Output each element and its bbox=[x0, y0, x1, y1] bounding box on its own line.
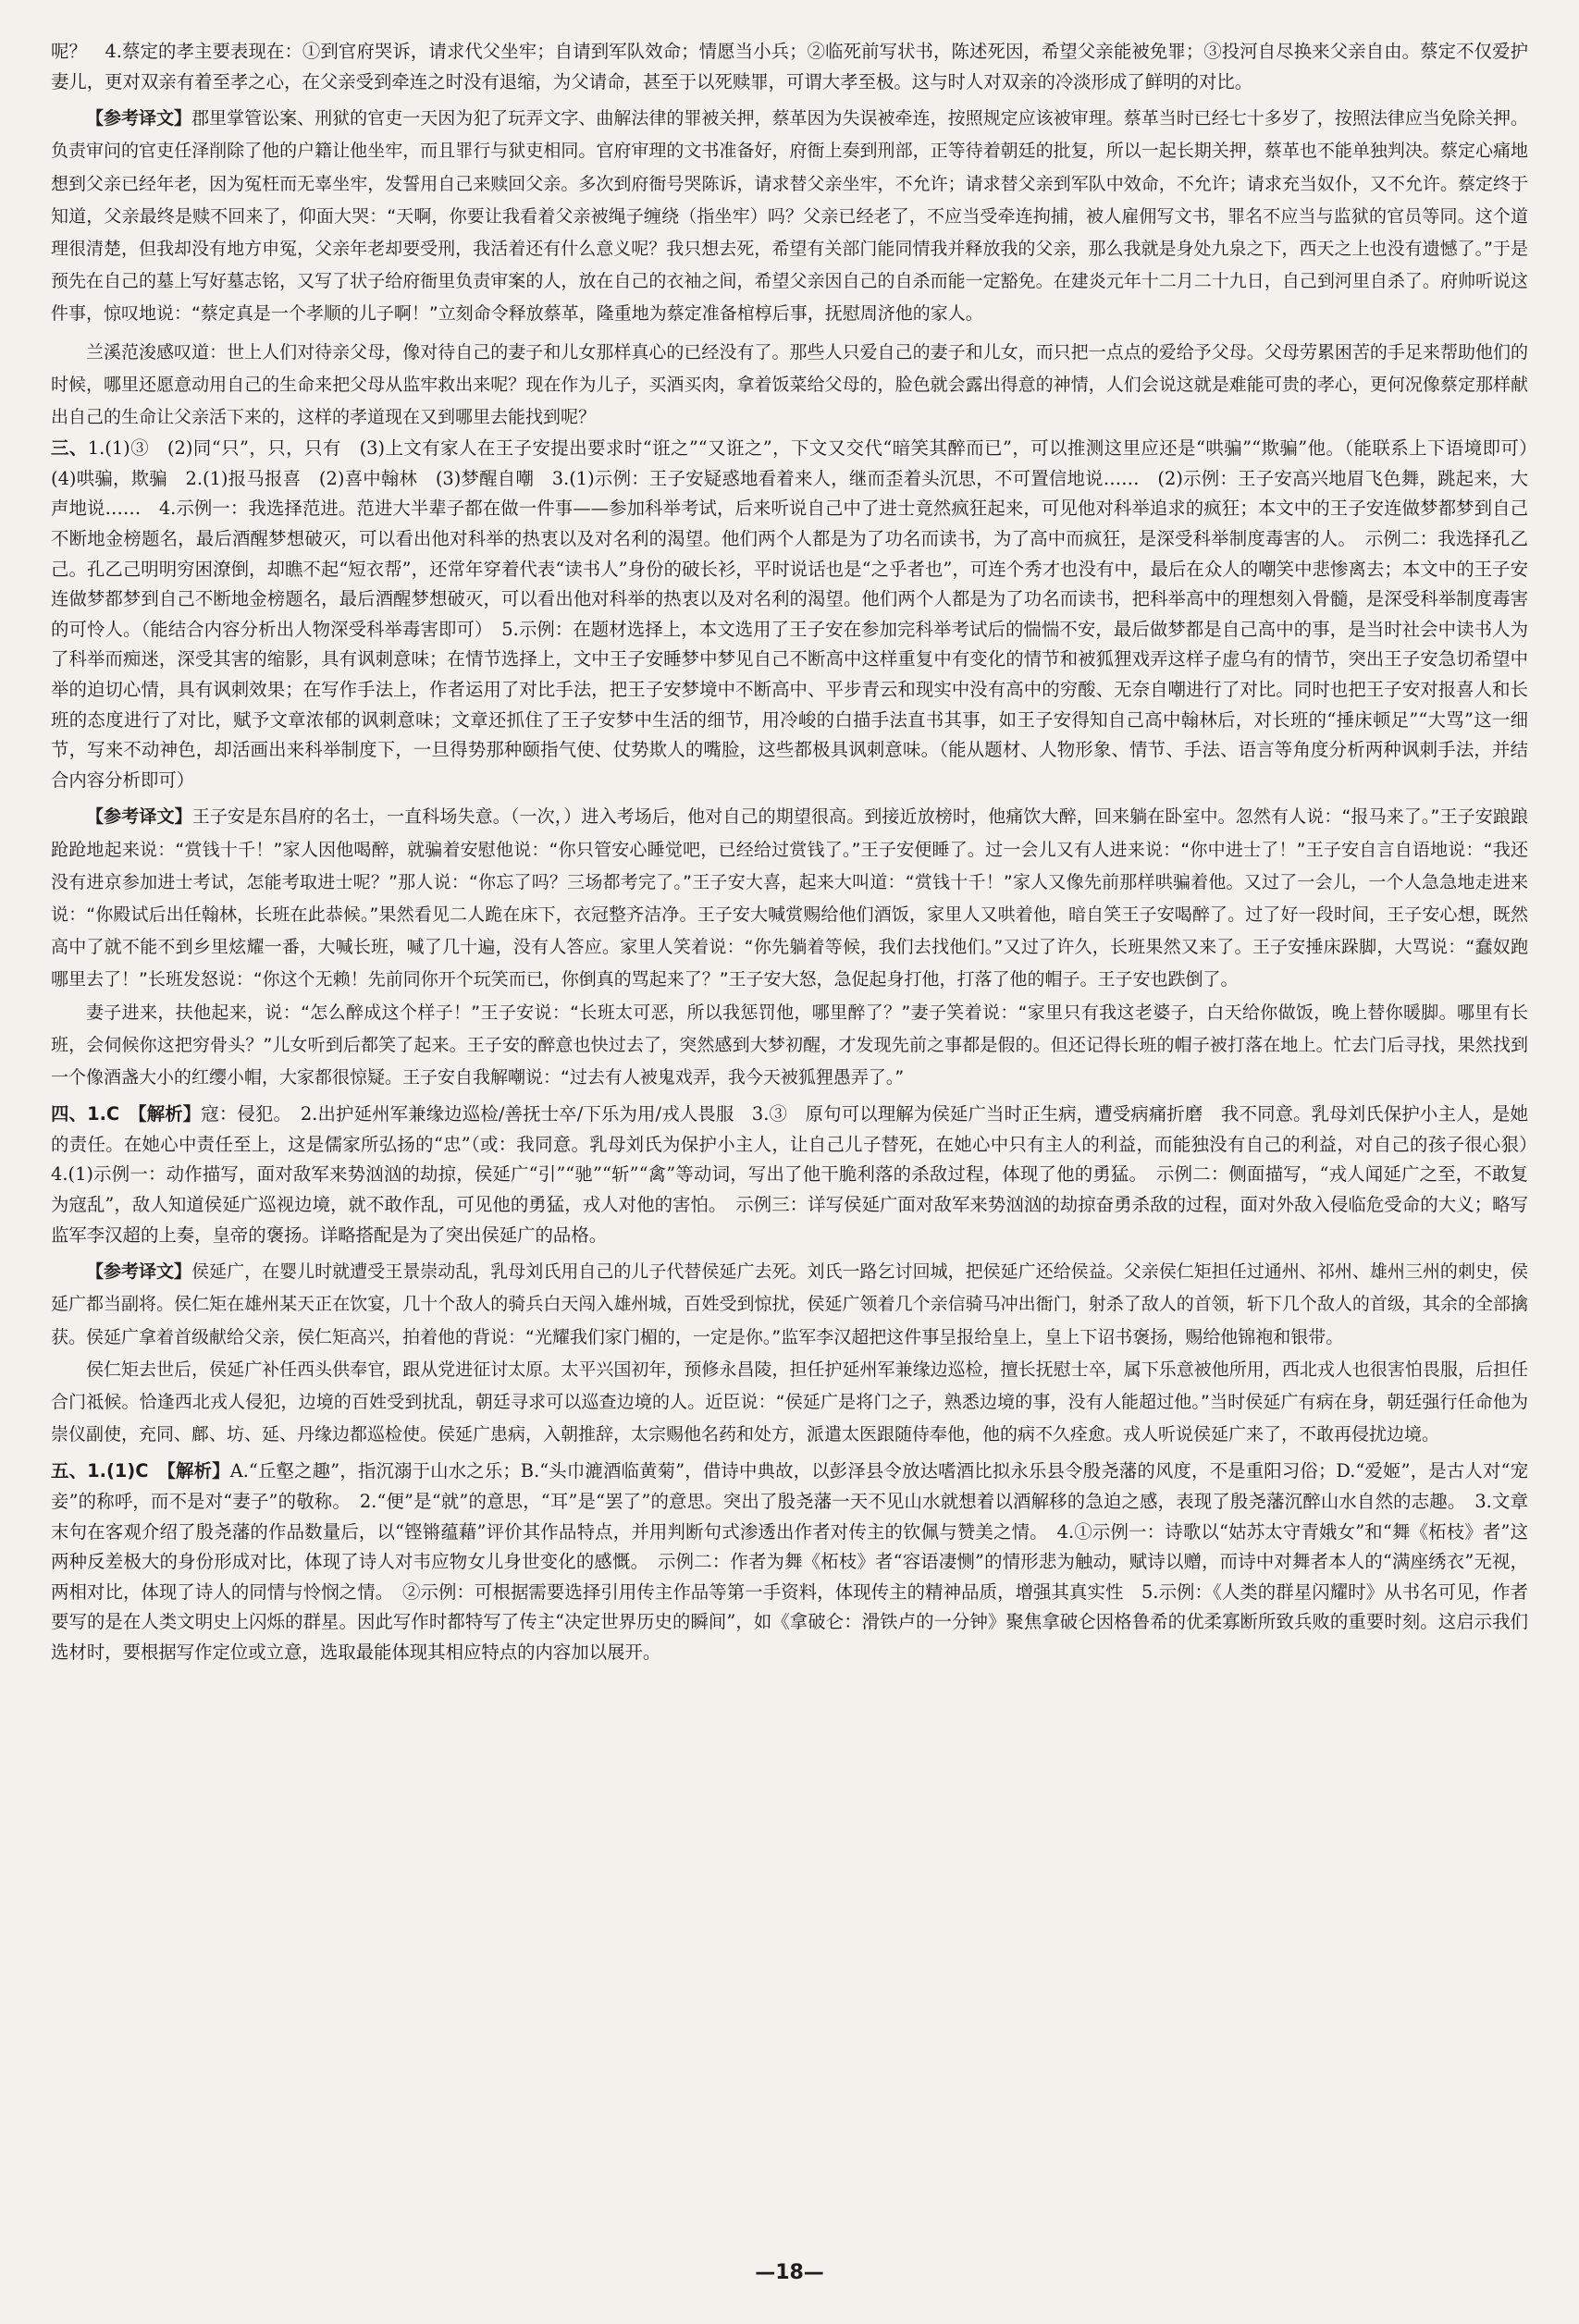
translation-continued: 侯仁矩去世后，侯延广补任西头供奉官，跟从党进征讨太原。太平兴国初年，预修永昌陵，担任护延州军兼缘边巡检，擅长抚慰士卒，属下乐意被他所用，西北戎人也很害怕畏服，后担任合门祗候。恰逢西北戎人侵犯，边境的百姓受到扰乱，朝廷寻求可以巡查边境的人。近臣说：“侯延广是将门之子，熟悉边境的事，没有人能超过他。”当时侯延广有病在身，朝廷强行任命他为崇仪副使，充同、鄜、坊、延、丹缘边都巡检使。侯延广患病，入朝推辞，太宗赐他名药和处方，派遣太医跟随侍奉他，他的病不久痊愈。戎人听说侯延广来了，不敢再侵扰边境。 bbox=[51, 1359, 1528, 1445]
section-5-analysis-label: 【解析】 bbox=[167, 1460, 230, 1482]
translation-block bbox=[51, 801, 1528, 996]
answer-block-q2-4: 呢？ 4.蔡定的孝主要表现在：①到官府哭诉，请求代父坐牢；自请到军队效命；情愿当小兵；②临死前写状书，陈述死因，希望父亲能被免罪；③投河自尽换来父亲自由。蔡定不仅爱护妻儿，更对双亲有着至孝之心，在父亲受到牵连之时没有退缩，为父请命，甚至于以死赎罪，可谓大孝至极。这与时人对双亲的冷淡形成了鲜明的对比。 bbox=[51, 41, 1528, 92]
translation-heading: 【参考译文】 bbox=[86, 108, 192, 129]
translation-text: 郡里掌管讼案、刑狱的官吏一天因为犯了玩弄文字、曲解法律的罪被关押，蔡革因为失误被牵连，按照规定应该被审理。蔡革当时已经七十多岁了，按照法律应当免除关押。负责审问的官吏任泽削除了他的户籍让他坐牢，而且罪行与狱吏相同。官府审理的文书准备好，府衙上奏到刑部，正等待着朝廷的批复，所以一起长期关押，蔡革也不能单独判决。蔡定心痛地想到父亲已经年老，因为冤枉而无辜坐牢，发誓用自己来赎回父亲。多次到府衙号哭陈诉，请求替父亲坐牢，不允许；请求替父亲到军队中效命，不允许；请求充当奴仆，又不允许。蔡定终于知道，父亲最终是赎不回来了，仰面大哭：“天啊，你要让我看着父亲被绳子缠绕（指坐牢）吗？父亲已经老了，不应当受牵连拘捕，被人雇佣写文书，罪名不应当与监狱的官员等同。这个道理很清楚，但我却没有地方申冤，父亲年老却要受刑，我活着还有什么意义呢？我只想去死，希望有关部门能同情我并释放我的父亲，那么我就是身处九泉之下，西天之上也没有遗憾了。”于是预先在自己的墓上写好墓志铭，又写了状子给府衙里负责审案的人，放在自己的衣袖之间，希望父亲因自己的自杀而能一定豁免。在建炎元年十二月二十九日，自己到河里自杀了。府帅听说这件事，惊叹地说：“蔡定真是一个孝顺的儿子啊！”立刻命令释放蔡革，隆重地为蔡定准备棺椁后事，抚慰周济他的家人。 bbox=[51, 108, 1528, 325]
section-4-analysis-label: 【解析】 bbox=[137, 1103, 202, 1125]
translation-block bbox=[51, 1256, 1528, 1354]
translation-text: 王子安是东昌府的名士，一直科场失意。（一次，）进入考场后，他对自己的期望很高。到接近放榜时，他痛饮大醉，回来躺在卧室中。忽然有人说：“报马来了。”王子安踉踉跄跄地起来说：“赏钱十千！”家人因他喝醉，就骗着安慰他说：“你只管安心睡觉吧，已经给过赏钱了。”王子安便睡了。过一会儿又有人进来说：“你中进士了！”王子安自言自语地说：“我还没有进京参加进士考试，怎能考取进士呢？”那人说：“你忘了吗？三场都考完了。”王子安大喜，起来大叫道：“赏钱十千！”家人又像先前那样哄骗着他。又过了一会儿，一个人急急地走进来说：“你殿试后出任翰林，长班在此恭候。”果然看见二人跪在床下，衣冠整齐洁净。王子安大喊赏赐给他们酒饭，家里人又哄着他，暗自笑王子安喝醉了。过了好一段时间，王子安心想，既然高中了就不能不到乡里炫耀一番，大喊长班，喊了几十遍，没有人答应。家里人笑着说：“你先躺着等候，我们去找他们。”又过了许久，长班果然又来了。王子安捶床跺脚，大骂说：“蠢奴跑哪里去了！”长班发怒说：“你这个无赖！先前同你开个玩笑而已，你倒真的骂起来了？”王子安大怒，急促起身打他，打落了他的帽子。王子安也跌倒了。 bbox=[51, 806, 1528, 990]
section-3-text: 1.(1)③ (2)同“只”，只，只有 (3)上文有家人在王子安提出要求时“诳之”“又诳之”，下文又交代“暗笑其醉而已”，可以推测这里应还是“哄骗”“欺骗”他。（能联系上下语境即可） (4)哄骗，欺骗 2.(1)报马报喜 (2)喜中翰林 (3)梦醒自嘲 3.(1)示例：王子安疑惑地看着来人，继而歪着头沉思，不可置信地说…… (2)示例：王子安高兴地眉飞色舞，跳起来，大声地说…… 4.示例一：我选择范进。范进大半辈子都在做一件事——参加科举考试，后来听说自己中了进士竟然疯狂起来，可见他对科举追求的疯狂；本文中的王子安连做梦都梦到自己不断地金榜题名，最后酒醒梦想破灭，可以看出他对科举的热衷以及对名利的渴望。他们两个人都是为了功名而读书，为了高中而疯狂，是深受科举制度毒害的人。 示例二：我选择孔乙己。孔乙己明明穷困潦倒，却瞧不起“短衣帮”，还常年穿着代表“读书人”身份的破长衫，平时说话也是“之乎者也”，可连个秀才也没有中，最后在众人的嘲笑中悲惨离去；本文中的王子安连做梦都梦到自己不断地金榜题名，最后酒醒梦想破灭，可以看出他对科举的热衷以及对名利的渴望。他们两个人都是为了功名而读书，把科举高中的理想刻入骨髓，是深受科举制度毒害的可怜人。（能结合内容分析出人物深受科举毒害即可） 5.示例：在题材选择上，本文选用了王子安在参加完科举考试后的惴惴不安，最后做梦都是自己高中的事，是当时社会中读书人为了科举而痴迷，深受其害的缩影，具有讽刺意味；在情节选择上，文中王子安睡梦中梦见自己不断高中这样重复中有变化的情节和被狐狸戏弄这样子虚乌有的情节，突出王子安急切希望中举的迫切心情，具有讽刺效果；在写作手法上，作者运用了对比手法，把王子安梦境中不断高中、平步青云和现实中没有高中的穷酸、无奈自嘲进行了对比。同时也把王子安对报喜人和长班的态度进行了对比，赋予文章浓郁的讽刺意味；文章还抓住了王子安梦中生活的细节，用冷峻的白描手法直书其事，如王子安得知自己高中翰林后，对长班的“捶床顿足”“大骂”这一细节，写来不动神色，却活画出来科举制度下，一旦得势那种颐指气使、仗势欺人的嘴脸，这些都极具讽刺意味。（能从题材、人物形象、情节、手法、语言等角度分析两种讽刺手法，并结合内容分析即可） bbox=[51, 437, 1547, 791]
translation-block bbox=[51, 103, 1528, 330]
translation-text: 侯延广，在婴儿时就遭受王景崇动乱，乳母刘氏用自己的儿子代替侯延广去死。刘氏一路乞讨回城，把侯延广还给侯益。父亲侯仁矩担任过通州、祁州、雄州三州的刺史，侯延广都当副将。侯仁矩在雄州某天正在饮宴，几十个敌人的骑兵白天闯入雄州城，百姓受到惊扰，侯延广领着几个亲信骑马冲出衙门，射杀了敌人的首领，斩下几个敌人的首级，其余的全部擒获。侯延广拿着首级献给父亲，侯仁矩高兴，拍着他的背说：“光耀我们家门楣的，一定是你。”监军李汉超把这件事呈报给皇上，皇上下诏书褒扬，赐给他锦袍和银带。 bbox=[51, 1261, 1528, 1347]
section-5-text: A.“丘壑之趣”，指沉溺于山水之乐；B.“头巾漉酒临黄菊”，借诗中典故，以彭泽县令放达嗜酒比拟永乐县令殷尧藩的风度，不是重阳习俗；D.“爱姬”，是古人对“宠妾”的称呼，而不是对“妻子”的敬称。 2.“便”是“就”的意思，“耳”是“罢了”的意思。突出了殷尧藩一天不见山水就想着以酒解移的急迫之感，表现了殷尧藩沉醉山水自然的志趣。 3.文章末句在客观介绍了殷尧藩的作品数量后，以“铿锵蕴藉”评价其作品特点，并用判断句式渗透出作者对传主的钦佩与赞美之情。 4.①示例一：诗歌以“姑苏太守青娥女”和“舞《柘枝》者”这两种反差极大的身份形成对比，体现了诗人对韦应物女儿身世变化的感慨。 示例二：作者为舞《柘枝》者“容语凄恻”的情形悲为触动，赋诗以赠，而诗中对舞者本人的“满座绣衣”无视，两相对比，体现了诗人的同情与怜悯之情。 ②示例：可根据需要选择引用传主作品等第一手资料，体现传主的精神品质，增强其真实性 5.示例：《人类的群星闪耀时》从书名可见，作者要写的是在人类文明史上闪烁的群星。因此写作时都特写了传主“决定世界历史的瞬间”，如《拿破仑：滑铁卢的一分钟》聚焦拿破仑因格鲁希的优柔寡断所致兵败的重要时刻。这启示我们选材时，要根据写作定位或立意，选取最能体现其相应特点的内容加以展开。 bbox=[51, 1460, 1528, 1663]
section-4-text: 寇：侵犯。 2.出护延州军兼缘边巡检/善抚士卒/下乐为用/戎人畏服 3.③ 原句可以理解为侯延广当时正生病，遭受病痛折磨 我不同意。乳母刘氏保护小主人，是她的责任。在她心中责任至上，这是儒家所弘扬的“忠”（或：我同意。乳母刘氏为保护小主人，让自己儿子替死，在她心中只有主人的利益，而能独没有自己的利益，对自己的孩子很心狠） 4.(1)示例一：动作描写，面对敌军来势汹汹的劫掠，侯延广“引”“驰”“斩”“禽”等动词，写出了他干脆利落的杀敌过程，体现了他的勇猛。 示例二：侧面描写，“戎人闻延广之至，不敢复为寇乱”，敌人知道侯延广巡视边境，就不敢作乱，可见他的勇猛，戎人对他的害怕。 示例三：详写侯延广面对敌军来势汹汹的劫掠奋勇杀敌的过程，面对外敌入侵临危受命的大义；略写监军李汉超的上奏，皇帝的褒扬。详略搭配是为了突出侯延广的品格。 bbox=[51, 1103, 1547, 1246]
commentary-block: 兰溪范浚感叹道：世上人们对待亲父母，像对待自己的妻子和儿女那样真心的已经没有了。那些人只爱自己的妻子和儿女，而只把一点点的爱给予父母。父母劳累困苦的手足来帮助他们的时候，哪里还愿意动用自己的生命来把父母从监牢救出来呢？现在作为儿子，买酒买肉，拿着饭菜给父母的，脸色就会露出得意的神情，人们会说这就是难能可贵的孝心，更何况像蔡定那样献出自己的生命让父亲活下来的，这样的孝道现在又到哪里去能找到呢？ bbox=[51, 341, 1528, 428]
translation-continued: 妻子进来，扶他起来，说：“怎么醉成这个样子！”王子安说：“长班太可恶，所以我惩罚他，哪里醉了？”妻子笑着说：“家里只有我这老婆子，白天给你做饭，晚上替你暖脚。哪里有长班，会伺候你这把穷骨头？”儿女听到后都笑了起来。王子安的醉意也快过去了，突然感到大梦初醒，才发现先前之事都是假的。但还记得长班的帽子被打落在地上。忙去门后寻找，果然找到一个像酒盏大小的红缨小帽，大家都很惊疑。王子安自我解嘲说：“过去有人被鬼戏弄，我今天被狐狸愚弄了。” bbox=[51, 1002, 1528, 1088]
translation-heading: 【参考译文】 bbox=[86, 806, 192, 828]
section-5-label: 五、1.(1)C bbox=[51, 1460, 167, 1482]
translation-heading: 【参考译文】 bbox=[86, 1261, 192, 1283]
section-3-label: 三、 bbox=[51, 437, 88, 460]
answer-block-section-5 bbox=[51, 1457, 1528, 1667]
page-number: —18— bbox=[755, 2261, 824, 2284]
page-body bbox=[51, 37, 1547, 1668]
section-4-label: 四、1.C bbox=[51, 1103, 138, 1125]
answer-block-section-4 bbox=[51, 1100, 1547, 1250]
answer-block-section-3 bbox=[51, 434, 1547, 795]
